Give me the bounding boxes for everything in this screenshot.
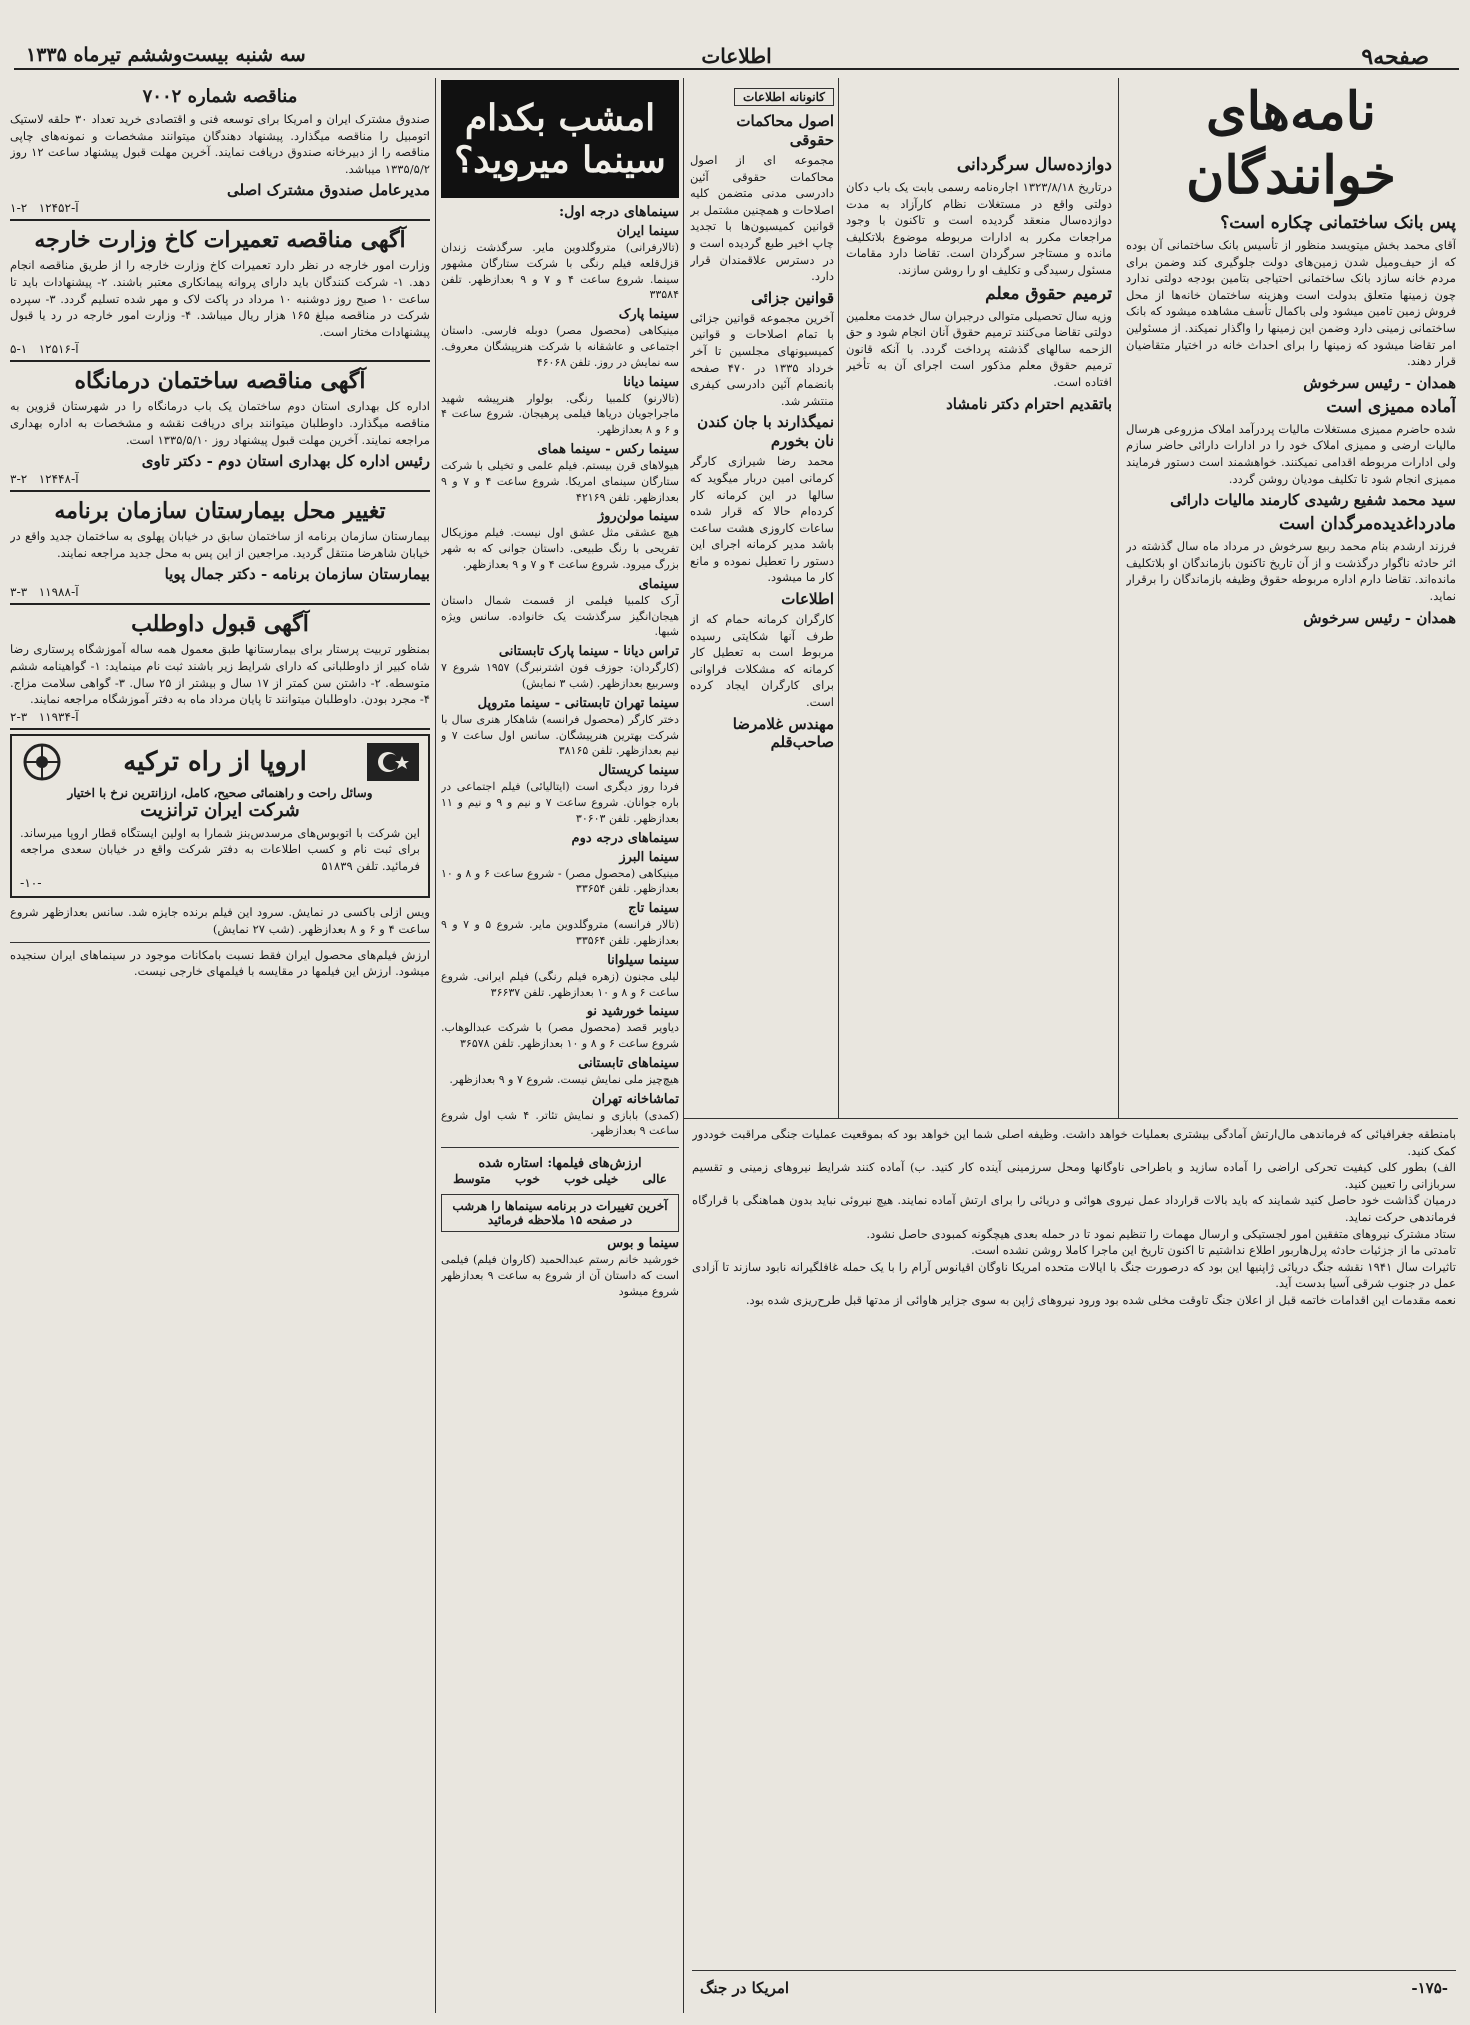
cinema-text: دختر کارگر (محصول فرانسه) شاهکار هنری سال با شرکت بهترین هنرپیشگان. سانس اول ساعت ۷ و نیم بعدازظهر. تلفن ۳۸۱۶۵ [441,712,679,758]
article-body: مجموعه ای از اصول محاکمات حقوقی آئین دادرسی مدنی متضمن کلیه اصلاحات و همچنین مشتمل بر قوانین کمیسیون‌ها با تجدید چاپ اخیر طبع گردیده است و در دسترس علاقمندان قرار دارد. [690,153,834,284]
ad-ref [10,585,430,599]
ad-ref-code: آ-۱۲۴۴۸ [38,472,79,487]
article-paragraph: نعمه مقدمات این اقدامات خاتمه قبل از اعلان جنگ تاوقت مخلی شده بود ورود نیروهای ژاپن به سوی جزایر هاوائی از مدتها قبل طرح‌ریزی شده بود. [745,1292,1456,1307]
ad-ref-run: ۲-۱ [10,201,28,216]
letters-title: نامه‌های خوانندگان [1186,81,1396,206]
cinema-name: سینما و بوس [607,1236,679,1252]
ad-ref-run: ۲-۳ [10,472,28,487]
ad-title: تغییر محل بیمارستان سازمان برنامه [54,498,386,525]
transit-ad-header [20,742,420,782]
cinema-text: مینیکاهی (محصول مصر) - شروع ساعت ۶ و ۸ و ۱۰ بعدازظهر. تلفن ۳۳۶۵۴ [441,866,679,896]
ads-column [10,80,430,2010]
cinema-name: سینما ایران [616,224,679,239]
letter-sign: همدان - رئیس سرخوش [1303,608,1456,627]
war-article [692,1126,1456,2006]
ad-ref-code: آ-۱۱۹۳۴ [38,709,79,724]
ad-text: اداره کل بهداری استان دوم ساختمان یک باب درمانگاه را در شهرستان قزوین به مناقصه میگذارد. داوطلبان میتوانند برای دریافت نقشه و مشخصات به اداره بهداری مراجعه نمایند. آخرین مهلت قبول پیشنهاد روز ۱۳۳۵/۵/۱۰ است. [10,399,430,447]
article-paragraph: بامنطقه جغرافیائی که فرماندهی مال‌ارتش آمادگی بیشتری بعملیات خواهد داشت. وظیفه اصلی شما این خواهد بود که بموقعیت عملیات جنگی مراقبت خوددور کمک کنید. [692,1127,1456,1158]
article-footer [692,1970,1456,2010]
letter-body: درتاریخ ۱۳۲۳/۸/۱۸ اجاره‌نامه رسمی بابت یک باب دکان دولتی واقع در مستغلات نظام کارآزاد به مدت دوازده‌سال منعقد گردیده است و تاکنون با وجود مراجعات مکرر به ادارات مربوطه موضوع بلاتکلیف مانده و مستاجر سرگردان است. تقاضا دارد مقامات مسئول رسیدگی و تکلیف او را روشن سازند. [846,180,1112,277]
cinema-name: سینما مولن‌روژ [597,509,679,525]
rating-label: متوسط [453,1172,491,1187]
cinema-name: سینمای [638,576,679,592]
cinema-banner: امشب بکدام سینما میروید؟ [441,80,679,198]
cinema-name: سینما پارک [618,307,679,323]
letter-sign: همدان - رئیس سرخوش [1303,373,1456,392]
article-paragraph: درمیان گذاشت خود حاصل کنید شمایند که باید بالات قرارداد عمل نیروی هوائی و دریائی را برای ارتش آماده نمایند. هیچ نیروئی نباید بدون هماهنگی با قرارگاه فرماندهی حرکت نماید. [692,1193,1456,1224]
ad-text: وزارت امور خارجه در نظر دارد تعمیرات کاخ وزارت خارجه را از طریق مناقصه انجام دهد. ۱- شرکت کنندگان باید دارای پروانه پیمانکاری معتبر باشند. ۲- پیشنهادات باید تا ساعت ۱۰ صبح روز دوشنبه ۱۰ مرداد در پاکت لاک و مهر شده تسلیم گردد. ۳- سپرده شرکت در مناقصه مبلغ ۱۶۵ هزار ریال میباشد. ۴- وزارت امور خارجه در رد یا قبول پیشنهادات مختار است. [10,258,430,339]
ad-title: آگهی مناقصه تعمیرات کاخ وزارت خارجه [34,227,406,254]
cinema-text: هیولاهای قرن بیستم. فیلم علمی و تخیلی با شرکت ستارگان سینمای امریکا. شروع ساعت ۴ و ۷ و ۹ بعدازظهر. تلفن ۴۲۱۶۹ [441,458,679,504]
ad-divider [10,728,430,730]
cinema-text: هیچ عشقی مثل عشق اول نیست. فیلم موزیکال تفریحی با رنگ طبیعی. داستان جوانی که به شهر بزرگ میرود. شروع ساعت ۴ و ۷ و ۹ بعدازظهر. [441,526,679,571]
transit-ad-tagline: وسائل راحت و راهنمائی صحیح، کامل، ارزانترین نرخ با اختیار [67,785,373,800]
transit-ad-title: اروپا از راه ترکیه [123,746,307,777]
cinema-text: مینیکاهی (محصول مصر) دوبله فارسی. داستان اجتماعی و عاشقانه با شرکت هنرپیشگان معروف. سه نمایش در روز. تلفن ۴۶۰۶۸ [441,324,679,369]
transit-ad-sub-row [20,800,420,821]
rating-title: ارزش‌های فیلمها: استاره شده [478,1156,642,1172]
legal-column [690,86,834,1116]
article-heading: قوانین جزائی [751,288,834,307]
ad-ref-code: آ-۱۲۴۵۲ [38,201,79,216]
column-rule [1118,78,1119,1118]
cinema-text: (تالارنو) کلمبیا رنگی. بولوار هنرپیشه شهید ماجراجویان دریاها فیلمی پرهیجان. شروع ساعت ۴ و ۶ و ۸ بعدازظهر. [441,391,679,437]
footer-title: امریکا در جنگ [700,1979,790,1997]
cinema-name: سینما تهران تابستانی - سینما متروپل [477,695,679,711]
cinema-text: (کمدی) بابازی و نمایش تئاتر. ۴ شب اول شروع ساعت ۹ بعدازظهر. [441,1108,679,1138]
letter-body: آقای محمد بخش میتویسد منظور از تأسیس بانک ساختمانی آن بوده که از حیف‌ومیل شدن زمین‌های دولت جلوگیری کند وضمن برای مردم خانه سازد بانک ساختمانی احتیاجی بتامین بودجه دولتی ندارد چون زمینها متعلق بدولت است وهزینه ساختمان خانه‌ها از محل فروش زمین تامین میشود ولی باکمال تأسف مشاهده میشود که بانک ساختمانی زمینی دارد وضمن این زمینها را واگذار نمیکند. از مسئولین امر تقاضا میشود که زمینها را برای احداث خانه در اختیار متقاضیان قرار دهند. [1126,238,1456,369]
cinema-text: دیاویر قصد (محصول مصر) با شرکت عبدالوهاب. شروع ساعت ۶ و ۸ و ۱۰ بعدازظهر. تلفن ۳۶۵۷۸ [441,1021,679,1051]
page-label: صفحه۹ [1361,44,1429,70]
article-paragraph: تاثیرات سال ۱۹۴۱ نقشه جنگ دریائی ژاپنیها این بود که درصورت جنگ با ایالات متحده امریکا ناوگان اقیانوس آرام را با یک حمله غافلگیرانه نابود سازند تا آزادی عمل در جنوب شرقی آسیا بدست آید. [692,1259,1456,1291]
letter-body: وزیه سال تحصیلی متوالی درجبران سال خدمت معلمین دولتی تقاضا می‌کنند ترمیم حقوق آنان انجام شود و حق الزحمه سالهای گذشته پرداخت گردد. با آنکه قانون ترمیم حقوق معلم مذکور است اجرای آن به تأخیر افتاده است. [846,308,1112,389]
transit-ad-sub: شرکت ایران ترانزیت [140,799,300,821]
article-body: محمد رضا شیرازی کارگر کرمانی امین دربار میگوید که سالها در این کرمانه کار کرده‌ام حالا که قرار شده ساعات کاروزی هشت ساعت باشد مدیر کرمانه اجرای این دستور را تعطیل نموده و مانع کار ما میشود. [690,454,834,585]
paper-name: اطلاعات [701,44,772,68]
cinema-text: (تالارفرانی) متروگلدوین مایر. سرگذشت زندان قزل‌قلعه فیلم رنگی با شرکت ستارگان مشهور سینما. شروع ساعت ۴ و ۷ و ۹ بعدازظهر. تلفن ۳۳۵۸۴ [441,241,679,302]
cinema-name: سینما البرز [619,849,679,865]
ad-ref [10,710,430,724]
section-heading: سینماهای درجه اول: [558,204,679,220]
cinema-text: خورشید خانم رستم عبدالحمید (کاروان فیلم) فیلمی است که داستان آن از شروع به ساعت ۹ بعدازظهر شروع میشود [441,1253,679,1298]
rating-label: خوب [515,1172,540,1187]
article-heading: اطلاعات [781,590,834,609]
ad-ref [10,201,430,215]
cinema-name: سینماهای درجه دوم [571,830,679,846]
column-rule [435,78,436,2013]
letter-heading: دوازده‌سال سرگردانی [956,155,1112,175]
article-sign: مهندس غلامرضا صاحب‌قلم [732,714,834,751]
article-paragraph: ستاد مشترک نیروهای متفقین امور لجستیکی و ارسال مهمات را تنظیم نمود تا در حمله بعدی هیچگونه کمبودی حاصل نشود. [866,1226,1456,1241]
ad-ref-run: ۳-۲ [10,709,28,724]
article-paragraph: تامدتی ما از جزئیات حادثه پرل‌هاربور اطلاع نداشتیم تا اکنون تاریخ این ماجرا کاملا روشن نشده است. [971,1243,1456,1258]
wheel-logo-icon [20,742,64,782]
cinema-name: تماشاخانه تهران [591,1091,679,1107]
cinema-name: سینما دیانا [623,374,679,390]
letters-column [1126,80,1456,1115]
ad-ref-code: آ-۱۲۵۱۶ [38,342,79,357]
cinema-name: سینما سیلوانا [607,952,679,968]
note-text: ارزش فیلم‌های محصول ایران فقط نسبت بامکانات موجود در سینماهای ایران سنجیده میشود. ارزش این فیلمها در مقایسه با فیلمهای خارجی نیست. [10,947,430,979]
cinema-name: سینماهای تابستانی [578,1055,679,1071]
ad-text: صندوق مشترک ایران و امریکا برای توسعه فنی و اقتصادی خرید تعداد ۳۰ حلقه لاستیک اتومبیل را مناقصه میگذارد. پیشنهاد دهندگان میتوانند مشخصات و نمونه‌های چاپی مناقصه را از دبیرخانه صندوق دریافت نمایند. آخرین مهلت قبول پیشنهاد ساعت ۱۲ روز ۱۳۳۵/۵/۲ میباشد. [10,112,430,176]
ad-ref-code: آ-۱۱۹۸۸ [38,585,79,600]
cinema-name: سینما خورشید نو [586,1004,679,1020]
ad-ref-run: ۱-۵ [10,342,28,357]
ad-divider [10,490,430,492]
cinema-name: تراس دیانا - سینما پارک تابستانی [498,644,679,660]
flag-icon [366,742,420,782]
ad-ref: -۱۰- [20,876,42,891]
ad-title: آگهی قبول داوطلب [131,611,309,638]
cinema-text: لیلی مجنون (زهره فیلم رنگی) فیلم ایرانی. شروع ساعت ۶ و ۸ و ۱۰ بعدازظهر. تلفن ۳۶۶۳۷ [441,969,679,999]
letter-sign: سید محمد شفیع رشیدی کارمند مالیات دارائی [1170,491,1456,510]
cinema-text: آرک کلمبیا فیلمی از قسمت شمال داستان هیجان‌انگیز سرگذشت یک خانواده. سانس ویژه شبها. [441,593,679,639]
ad-text: بیمارستان سازمان برنامه از ساختمان سابق در خیابان پهلوی به ساختمان جدید واقع در خیابان شاهرضا منتقل گردید. مراجعین از این پس به محل جدید مراجعه نمایند. [10,529,430,560]
letters-column-2 [846,150,1112,1115]
column-rule [683,78,684,2013]
ad-text: بمنظور تربیت پرستار برای بیمارستانها طبق معمول همه ساله آموزشگاه پرستاری رضا شاه کبیر از داوطلبانی که دارای شرایط زیر باشند ثبت نام مینماید: ۱- گواهینامه ششم متوسطه. ۲- داشتن سن کمتر از ۱۷ سال و بیشتر از ۲۵ سال. ۳- گواهی سلامت مزاج. ۴- مجرد بودن. داوطلبان میتوانند تا پایان مرداد ماه به دفتر آموزشگاه مراجعه نمایند. [10,642,430,707]
letter-body: فرزند ارشدم بنام محمد ربیع سرخوش در مرداد ماه سال گذشته در اثر حادثه ناگوار درگذشت و از آن تاریخ تاکنون بازماندگان او بلاتکلیف مانده‌اند. تقاضا دارم اداره مربوطه حقوق وظیفه بازماندگان را برقرار نماید. [1126,539,1456,603]
section-rule [683,1118,1458,1119]
ad-divider [10,360,430,362]
letter-heading: آماده ممیزی است [1326,396,1456,417]
footer-note: آخرین تغییرات در برنامه سینماها را هرشب در صفحه ۱۵ ملاحظه فرمائید [441,1194,679,1232]
cinema-text: (تالار فرانسه) متروگلدوین مایر. شروع ۵ و ۷ و ۹ بعدازظهر. تلفن ۳۳۵۶۴ [441,918,679,947]
ad-divider [10,603,430,605]
column-rule [838,78,839,1118]
cinema-name: سینما کریستال [598,763,679,779]
ad-text: این شرکت با اتوبوس‌های مرسدس‌بنز شمارا به اولین ایستگاه قطار اروپا میرساند. برای ثبت نام و کسب اطلاعات به دفتر شرکت واقع در خیابان سعدی مراجعه فرمائید. تلفن ۵۱۸۳۹ [20,825,420,873]
ad-sign: بیمارستان سازمان برنامه - دکتر جمال پویا [164,565,430,584]
page-number: -۱۷۵- [1411,1979,1448,1997]
note-text: ویس ازلی باکسی در نمایش. سرود این فیلم برنده جایزه شد. سانس بعدازظهر شروع ساعت ۴ و ۶ و ۸ بعدازظهر. (شب ۲۷ نمایش) [10,905,430,937]
article-heading: اصول محاکمات حقوقی [736,112,834,149]
article-body: آخرین مجموعه قوانین جزائی با تمام اصلاحات و قوانین کمیسیونهای مجلسین تا آخر خرداد ۱۳۳۵ در ۴۷۰ صفحه بانضمام آئین دادرسی کیفری منتشر شد. [690,310,834,408]
article-heading: نمیگذارند با جان کندن نان بخورم [697,413,834,451]
article-paragraph: الف) بطور کلی کیفیت تحرکی اراضی را آماده سازید و باطراحی ناوگانها ومحل سرزمینی آینده کار کنید. ب) آماده کنند شرایط نیروهای زمینی و تقسیم سربازانی را تعیین کنید. [692,1160,1456,1191]
rating-key [441,1147,679,1186]
cinema-column [441,80,679,2010]
letter-heading: پس بانک ساختمانی چکاره است؟ [1220,213,1456,233]
cinema-text: فردا روز دیگری است (ایتالیائی) فیلم اجتماعی در باره جوانان. شروع ساعت ۷ و نیم و ۹ و نیم و ۱۱ بعدازظهر. تلفن ۳۰۶۰۳ [441,780,679,825]
ad-sign: مدیرعامل صندوق مشترک اصلی [227,181,430,200]
letter-heading: مادرداغدیده‌مرگدان است [1278,514,1456,535]
ad-ref [10,472,430,486]
date-line: سه شنبه بیست‌وششم تیرماه ۱۳۳۵ [26,44,306,66]
section-kicker: کانونانه اطلاعات [734,88,834,106]
ad-title: آگهی مناقصه ساختمان درمانگاه [74,368,366,395]
ad-divider [10,219,430,221]
letter-body: شده حاضرم ممیزی مستغلات مالیات پردرآمد املاک مزروعی هرسال مالیات ارضی و ممیزی املاک خود را در ادارات دارائی حاضر سازم ولی ادارات مربوطه اقدامی نمیکنند. خواهشمند است دستور فرمایند ممیزی انجام شود تا تکلیف مودیان روشن گردد. [1126,421,1456,486]
letter-heading: ترمیم حقوق معلم [985,283,1112,304]
ad-ref-run: ۳-۳ [10,585,28,600]
masthead [14,40,1459,70]
ad-ref [10,342,430,356]
ad-divider [10,942,430,943]
article-body: کارگران کرمانه حمام که از طرف آنها شکایتی رسیده مربوط است به تعطیل کار کرمانه که مشکلات فراوانی برای کارگران ایجاد کرده است. [690,612,834,710]
cinema-text: هیچ‌چیز ملی نمایش نیست. شروع ۷ و ۹ بعدازظهر. [449,1072,679,1086]
transit-ad [10,734,430,899]
cinema-name: سینما رکس - سینما همای [537,441,679,457]
ad-sign: رئیس اداره کل بهداری استان دوم - دکتر تاوی [141,452,430,471]
letter-sign: باتقدیم احترام دکتر نامشاد [946,394,1112,413]
rating-row [441,1172,679,1186]
rating-label: خیلی خوب [564,1172,619,1187]
rating-label: عالی [642,1172,667,1187]
cinema-name: سینما تاج [628,901,679,917]
cinema-text: (کارگردان: جوزف فون اشترنبرگ) ۱۹۵۷ شروع ۷ وسربیع بعدازظهر. (شب ۳ نمایش) [441,661,679,690]
ad-title: مناقصه شماره ۷۰۰۲ [142,86,298,107]
